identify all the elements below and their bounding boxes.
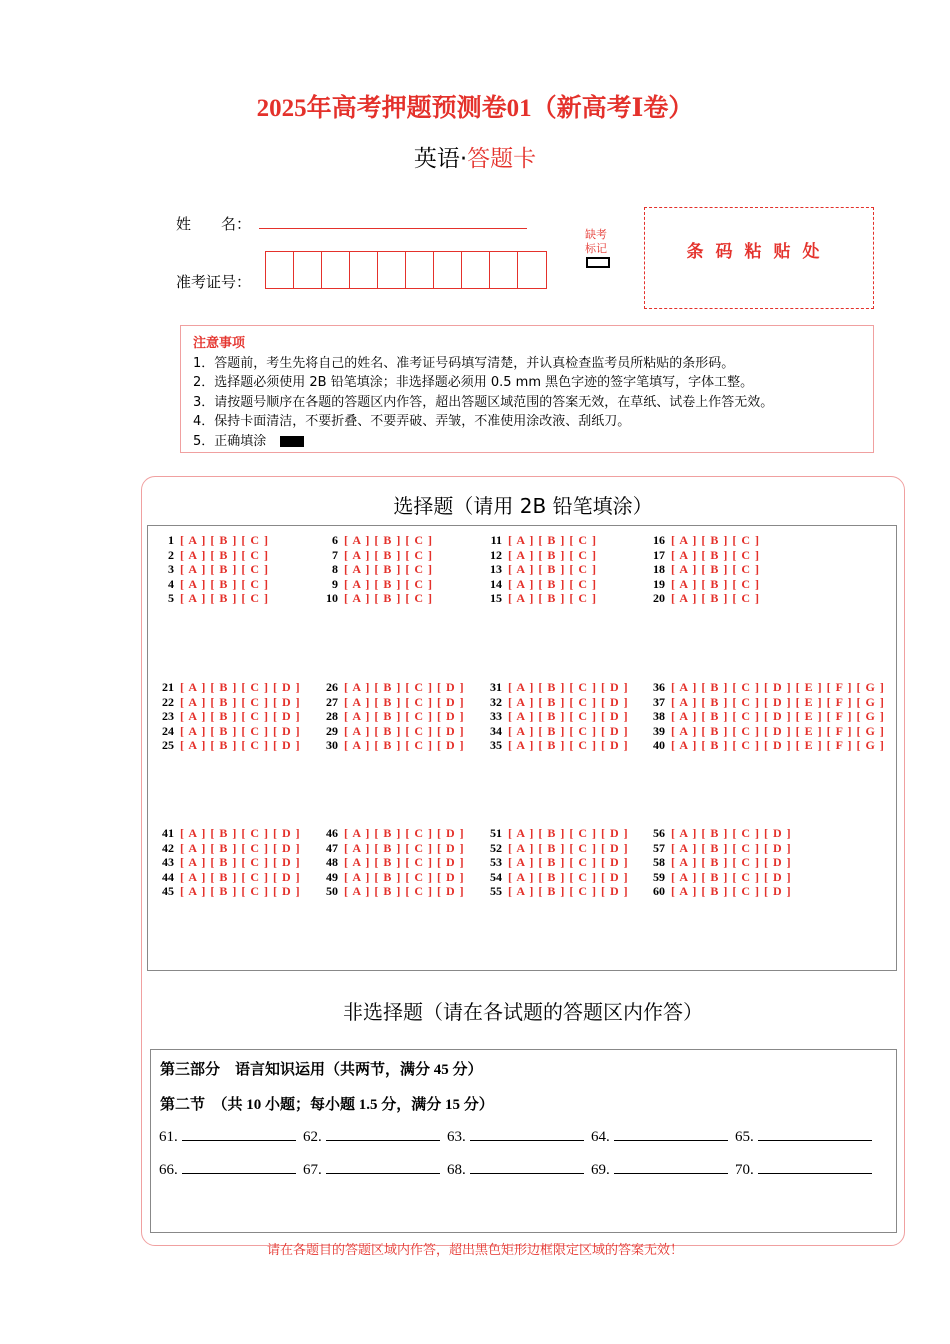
blank-number: 67. [303,1162,322,1178]
question-row[interactable] [480,695,629,710]
question-column [643,533,760,606]
exam-id-digit-box[interactable] [350,252,378,288]
question-number: 56 [653,826,665,840]
question-number: 19 [653,576,665,591]
question-column [480,826,629,899]
answer-options[interactable]: [ A ] [ B ] [ C ] [180,576,269,591]
blank-number: 61. [159,1129,178,1145]
page-title: 2025年高考押题预测卷01（新高考Ⅰ卷） [256,95,694,122]
blank-item [591,1159,735,1179]
blank-row [159,1159,879,1179]
answer-options[interactable]: [ A ] [ B ] [ C ] [ D ] [344,680,465,694]
question-row[interactable] [316,855,465,870]
part-heading: 第三部分 语言知识运用（共两节，满分 45 分） [160,1062,483,1078]
exam-id-digit-box[interactable] [322,252,350,288]
answer-options[interactable]: [ A ] [ B ] [ C ] [344,547,433,562]
question-column [643,826,792,899]
answer-options[interactable]: [ A ] [ B ] [ C ] [180,533,269,547]
answer-options[interactable]: [ A ] [ B ] [ C ] [671,576,760,591]
question-row[interactable] [152,695,301,710]
blank-number: 64. [591,1129,610,1145]
answer-options[interactable]: [ A ] [ B ] [ C ] [ D ] [180,869,301,884]
question-number: 43 [162,855,174,870]
question-number: 8 [332,562,338,577]
question-row[interactable] [643,826,792,841]
question-row[interactable] [152,680,301,695]
question-number: 11 [490,533,502,547]
question-row[interactable] [316,562,433,577]
question-number: 9 [332,576,338,591]
question-row[interactable] [316,695,465,710]
question-number: 17 [653,547,665,562]
answer-options[interactable]: [ A ] [ B ] [ C ] [508,562,597,577]
question-row[interactable] [152,738,301,753]
blank-number: 68. [447,1162,466,1178]
question-row[interactable] [643,724,885,739]
subtitle-subject: 英语· [413,146,468,172]
answer-options[interactable]: [ A ] [ B ] [ C ] [180,547,269,562]
question-row[interactable] [480,826,629,841]
question-row[interactable] [480,738,629,753]
question-number: 24 [162,723,174,738]
answer-options[interactable]: [ A ] [ B ] [ C ] [ D ] [ E ] [ F ] [ G ] [671,709,885,724]
question-row[interactable] [643,855,792,870]
question-row[interactable] [152,884,301,899]
question-row[interactable] [316,533,433,548]
name-field[interactable] [259,228,527,229]
question-number: 54 [490,869,502,884]
answer-blank[interactable] [182,1159,296,1174]
question-row[interactable] [480,562,597,577]
blank-item [447,1159,591,1179]
answer-options[interactable]: [ A ] [ B ] [ C ] [ D ] [ E ] [ F ] [ G ] [671,738,885,753]
answer-options[interactable]: [ A ] [ B ] [ C ] [ D ] [ E ] [ F ] [ G ] [671,680,885,694]
answer-options[interactable]: [ A ] [ B ] [ C ] [ D ] [344,723,465,738]
answer-options[interactable]: [ A ] [ B ] [ C ] [ D ] [508,840,629,855]
question-number: 31 [490,680,502,694]
footer-warning: 请在各题目的答题区域内作答，超出黑色矩形边框限定区域的答案无效！ [266,1242,683,1257]
answer-options[interactable]: [ A ] [ B ] [ C ] [ D ] [344,709,465,724]
answer-options[interactable]: [ A ] [ B ] [ C ] [ D ] [671,869,792,884]
blank-item [159,1159,303,1179]
answer-options[interactable]: [ A ] [ B ] [ C ] [ D ] [344,855,465,870]
question-row[interactable] [643,884,792,899]
question-number: 22 [162,694,174,709]
blank-number: 63. [447,1129,466,1145]
question-row[interactable] [152,841,301,856]
question-row[interactable] [643,562,760,577]
question-number: 42 [162,840,174,855]
notes-item: 3．请按题号顺序在各题的答题区内作答，超出答题区域范围的答案无效，在草纸、试卷上作答无效。 [193,394,774,410]
answer-options[interactable]: [ A ] [ B ] [ C ] [344,591,433,606]
blank-item [735,1159,879,1179]
question-row[interactable] [152,870,301,885]
question-number: 15 [490,591,502,606]
answer-options[interactable]: [ A ] [ B ] [ C ] [ D ] [508,694,629,709]
exam-id-digit-box[interactable] [294,252,322,288]
subtitle [0,140,950,173]
answer-options[interactable]: [ A ] [ B ] [ C ] [508,576,597,591]
question-row[interactable] [643,548,760,563]
question-row[interactable] [643,738,885,753]
question-row[interactable] [152,724,301,739]
question-number: 28 [326,709,338,724]
answer-options[interactable]: [ A ] [ B ] [ C ] [ D ] [180,738,301,753]
answer-options[interactable]: [ A ] [ B ] [ C ] [671,547,760,562]
exam-id-digit-box[interactable] [490,252,518,288]
question-number: 23 [162,709,174,724]
question-row[interactable] [480,709,629,724]
question-number: 26 [326,680,338,694]
question-row[interactable] [643,870,792,885]
answer-options[interactable]: [ A ] [ B ] [ C ] [ D ] [ E ] [ F ] [ G ] [671,723,885,738]
question-number: 10 [326,591,338,606]
question-number: 36 [653,680,665,694]
question-number: 13 [490,562,502,577]
blank-item [159,1126,303,1146]
answer-options[interactable]: [ A ] [ B ] [ C ] [180,591,269,606]
question-number: 45 [162,884,174,899]
question-number: 6 [332,533,338,547]
answer-blank[interactable] [470,1126,584,1141]
answer-options[interactable]: [ A ] [ B ] [ C ] [344,533,433,547]
section-heading: 第二节 （共 10 小题；每小题 1.5 分，满分 15 分） [160,1097,494,1113]
question-row[interactable] [316,826,465,841]
question-number: 44 [162,869,174,884]
question-row[interactable] [480,724,629,739]
question-number: 48 [326,855,338,870]
blank-item [591,1126,735,1146]
answer-options[interactable]: [ A ] [ B ] [ C ] [ D ] [671,826,792,840]
question-number: 40 [653,738,665,753]
question-number: 57 [653,840,665,855]
question-number: 25 [162,738,174,753]
question-row[interactable] [316,884,465,899]
answer-options[interactable]: [ A ] [ B ] [ C ] [ D ] [180,694,301,709]
question-row[interactable] [152,533,269,548]
answer-options[interactable]: [ A ] [ B ] [ C ] [671,533,760,547]
question-column [152,826,301,899]
question-row[interactable] [643,533,760,548]
notes-item: 1．答题前，考生先将自己的姓名、准考证号码填写清楚，并认真检查监考员所粘贴的条形码。 [193,355,735,371]
question-row[interactable] [480,680,629,695]
answer-options[interactable]: [ A ] [ B ] [ C ] [ D ] [344,826,465,840]
notes-box [180,325,874,453]
question-row[interactable] [643,841,792,856]
question-number: 53 [490,855,502,870]
exam-id-digit-box[interactable] [462,252,490,288]
question-row[interactable] [152,591,269,606]
question-number: 60 [653,884,665,899]
question-number: 5 [168,591,174,606]
question-row[interactable] [480,855,629,870]
blank-row [159,1126,879,1146]
answer-options[interactable]: [ A ] [ B ] [ C ] [ D ] [180,840,301,855]
question-row[interactable] [316,591,433,606]
question-row[interactable] [316,738,465,753]
answer-blank[interactable] [758,1159,872,1174]
notes-heading: 注意事项 [193,336,246,351]
question-number: 33 [490,709,502,724]
question-number: 4 [168,576,174,591]
question-row[interactable] [643,577,760,592]
question-column [316,680,465,753]
question-number: 20 [653,591,665,606]
question-number: 55 [490,884,502,899]
answer-blank[interactable] [614,1159,728,1174]
answer-options[interactable]: [ A ] [ B ] [ C ] [ D ] [344,738,465,753]
question-number: 38 [653,709,665,724]
barcode-label: 条码粘贴处 [686,242,832,262]
blank-number: 62. [303,1129,322,1145]
question-column [152,680,301,753]
question-number: 39 [653,723,665,738]
exam-id-label: 准考证号： [176,273,252,291]
answer-options[interactable]: [ A ] [ B ] [ C ] [ D ] [344,869,465,884]
question-number: 16 [653,533,665,547]
blank-number: 65. [735,1129,754,1145]
blank-item [303,1126,447,1146]
question-number: 46 [326,826,338,840]
answer-blank[interactable] [182,1126,296,1141]
exam-id-boxes[interactable] [265,251,547,289]
question-row[interactable] [316,724,465,739]
question-row[interactable] [152,562,269,577]
blank-item [303,1159,447,1179]
blank-number: 69. [591,1162,610,1178]
question-number: 30 [326,738,338,753]
question-number: 58 [653,855,665,870]
question-row[interactable] [152,577,269,592]
answer-options[interactable]: [ A ] [ B ] [ C ] [671,591,760,606]
answer-options[interactable]: [ A ] [ B ] [ C ] [508,591,597,606]
answer-options[interactable]: [ A ] [ B ] [ C ] [344,576,433,591]
answer-blank[interactable] [326,1159,440,1174]
question-number: 52 [490,840,502,855]
question-number: 18 [653,562,665,577]
answer-blank[interactable] [614,1126,728,1141]
question-number: 1 [168,533,174,547]
question-row[interactable] [152,855,301,870]
question-row[interactable] [643,709,885,724]
answer-options[interactable]: [ A ] [ B ] [ C ] [ D ] [344,694,465,709]
notes-item: 2．选择题必须使用 2B 铅笔填涂；非选择题必须用 0.5 mm 黑色字迹的签字笔填写，字体工整。 [193,375,754,390]
answer-options[interactable]: [ A ] [ B ] [ C ] [344,562,433,577]
fill-sample-mark [280,436,304,447]
question-number: 14 [490,576,502,591]
answer-options[interactable]: [ A ] [ B ] [ C ] [ D ] [508,855,629,870]
blank-number: 66. [159,1162,178,1178]
blank-item [447,1126,591,1146]
exam-id-digit-box[interactable] [518,252,546,288]
question-row[interactable] [643,695,885,710]
question-number: 35 [490,738,502,753]
answer-options[interactable]: [ A ] [ B ] [ C ] [671,562,760,577]
absent-mark-label: 缺考标记 [585,228,607,255]
question-row[interactable] [480,577,597,592]
answer-options[interactable]: [ A ] [ B ] [ C ] [180,562,269,577]
absent-mark-box[interactable] [586,257,610,268]
answer-options[interactable]: [ A ] [ B ] [ C ] [ D ] [180,826,301,840]
exam-id-digit-box[interactable] [434,252,462,288]
question-row[interactable] [480,870,629,885]
question-number: 59 [653,869,665,884]
question-number: 37 [653,694,665,709]
answer-options[interactable]: [ A ] [ B ] [ C ] [ D ] [180,680,301,694]
question-number: 41 [162,826,174,840]
question-number: 50 [326,884,338,899]
question-number: 21 [162,680,174,694]
blank-item [735,1126,879,1146]
question-number: 29 [326,723,338,738]
question-row[interactable] [316,548,433,563]
answer-options[interactable]: [ A ] [ B ] [ C ] [ D ] [508,826,629,840]
notes-item: 4．保持卡面清洁，不要折叠、不要弄破、弄皱，不准使用涂改液、刮纸刀。 [193,414,631,429]
question-row[interactable] [152,548,269,563]
answer-options[interactable]: [ A ] [ B ] [ C ] [ D ] [180,855,301,870]
question-number: 7 [332,547,338,562]
name-label: 姓 名： [176,215,252,233]
question-column [152,533,269,606]
answer-options[interactable]: [ A ] [ B ] [ C ] [ D ] [508,884,629,899]
question-row[interactable] [643,591,760,606]
question-row[interactable] [152,826,301,841]
question-number: 3 [168,562,174,577]
question-row[interactable] [643,680,885,695]
answer-options[interactable]: [ A ] [ B ] [ C ] [ D ] [180,884,301,899]
question-number: 34 [490,723,502,738]
answer-options[interactable]: [ A ] [ B ] [ C ] [ D ] [344,840,465,855]
notes-item-fill-sample: 5．正确填涂 [193,432,861,452]
question-row[interactable] [316,870,465,885]
question-row[interactable] [480,533,597,548]
question-number: 32 [490,694,502,709]
question-row[interactable] [152,709,301,724]
answer-options[interactable]: [ A ] [ B ] [ C ] [508,547,597,562]
answer-options[interactable]: [ A ] [ B ] [ C ] [ D ] [180,709,301,724]
question-number: 51 [490,826,502,840]
answer-options[interactable]: [ A ] [ B ] [ C ] [ D ] [508,723,629,738]
answer-blank[interactable] [326,1126,440,1141]
question-number: 2 [168,547,174,562]
answer-blank[interactable] [470,1159,584,1174]
question-row[interactable] [480,884,629,899]
answer-options[interactable]: [ A ] [ B ] [ C ] [ D ] [508,738,629,753]
question-row[interactable] [316,577,433,592]
answer-options[interactable]: [ A ] [ B ] [ C ] [ D ] [344,884,465,899]
question-row[interactable] [316,680,465,695]
answer-options[interactable]: [ A ] [ B ] [ C ] [ D ] [671,884,792,899]
blank-number: 70. [735,1162,754,1178]
answer-options[interactable]: [ A ] [ B ] [ C ] [ D ] [508,709,629,724]
answer-options[interactable]: [ A ] [ B ] [ C ] [508,533,597,547]
question-column [480,680,629,753]
question-number: 49 [326,869,338,884]
question-column [643,680,885,753]
nonchoice-heading: 非选择题（请在各试题的答题区内作答） [343,1000,703,1024]
question-row[interactable] [480,591,597,606]
question-number: 12 [490,547,502,562]
question-row[interactable] [316,841,465,856]
exam-id-digit-box[interactable] [266,252,294,288]
answer-options[interactable]: [ A ] [ B ] [ C ] [ D ] [ E ] [ F ] [ G ] [671,694,885,709]
subtitle-card: 答题卡 [467,146,537,172]
question-number: 47 [326,840,338,855]
answer-blank[interactable] [758,1126,872,1141]
choice-heading: 选择题（请用 2B 铅笔填涂） [393,494,653,518]
answer-options[interactable]: [ A ] [ B ] [ C ] [ D ] [508,869,629,884]
answer-options[interactable]: [ A ] [ B ] [ C ] [ D ] [671,840,792,855]
question-row[interactable] [480,548,597,563]
exam-id-digit-box[interactable] [378,252,406,288]
answer-options[interactable]: [ A ] [ B ] [ C ] [ D ] [671,855,792,870]
answer-options[interactable]: [ A ] [ B ] [ C ] [ D ] [180,723,301,738]
question-column [316,533,433,606]
question-column [316,826,465,899]
exam-id-digit-box[interactable] [406,252,434,288]
answer-options[interactable]: [ A ] [ B ] [ C ] [ D ] [508,680,629,694]
question-column [480,533,597,606]
question-row[interactable] [316,709,465,724]
question-number: 27 [326,694,338,709]
question-row[interactable] [480,841,629,856]
